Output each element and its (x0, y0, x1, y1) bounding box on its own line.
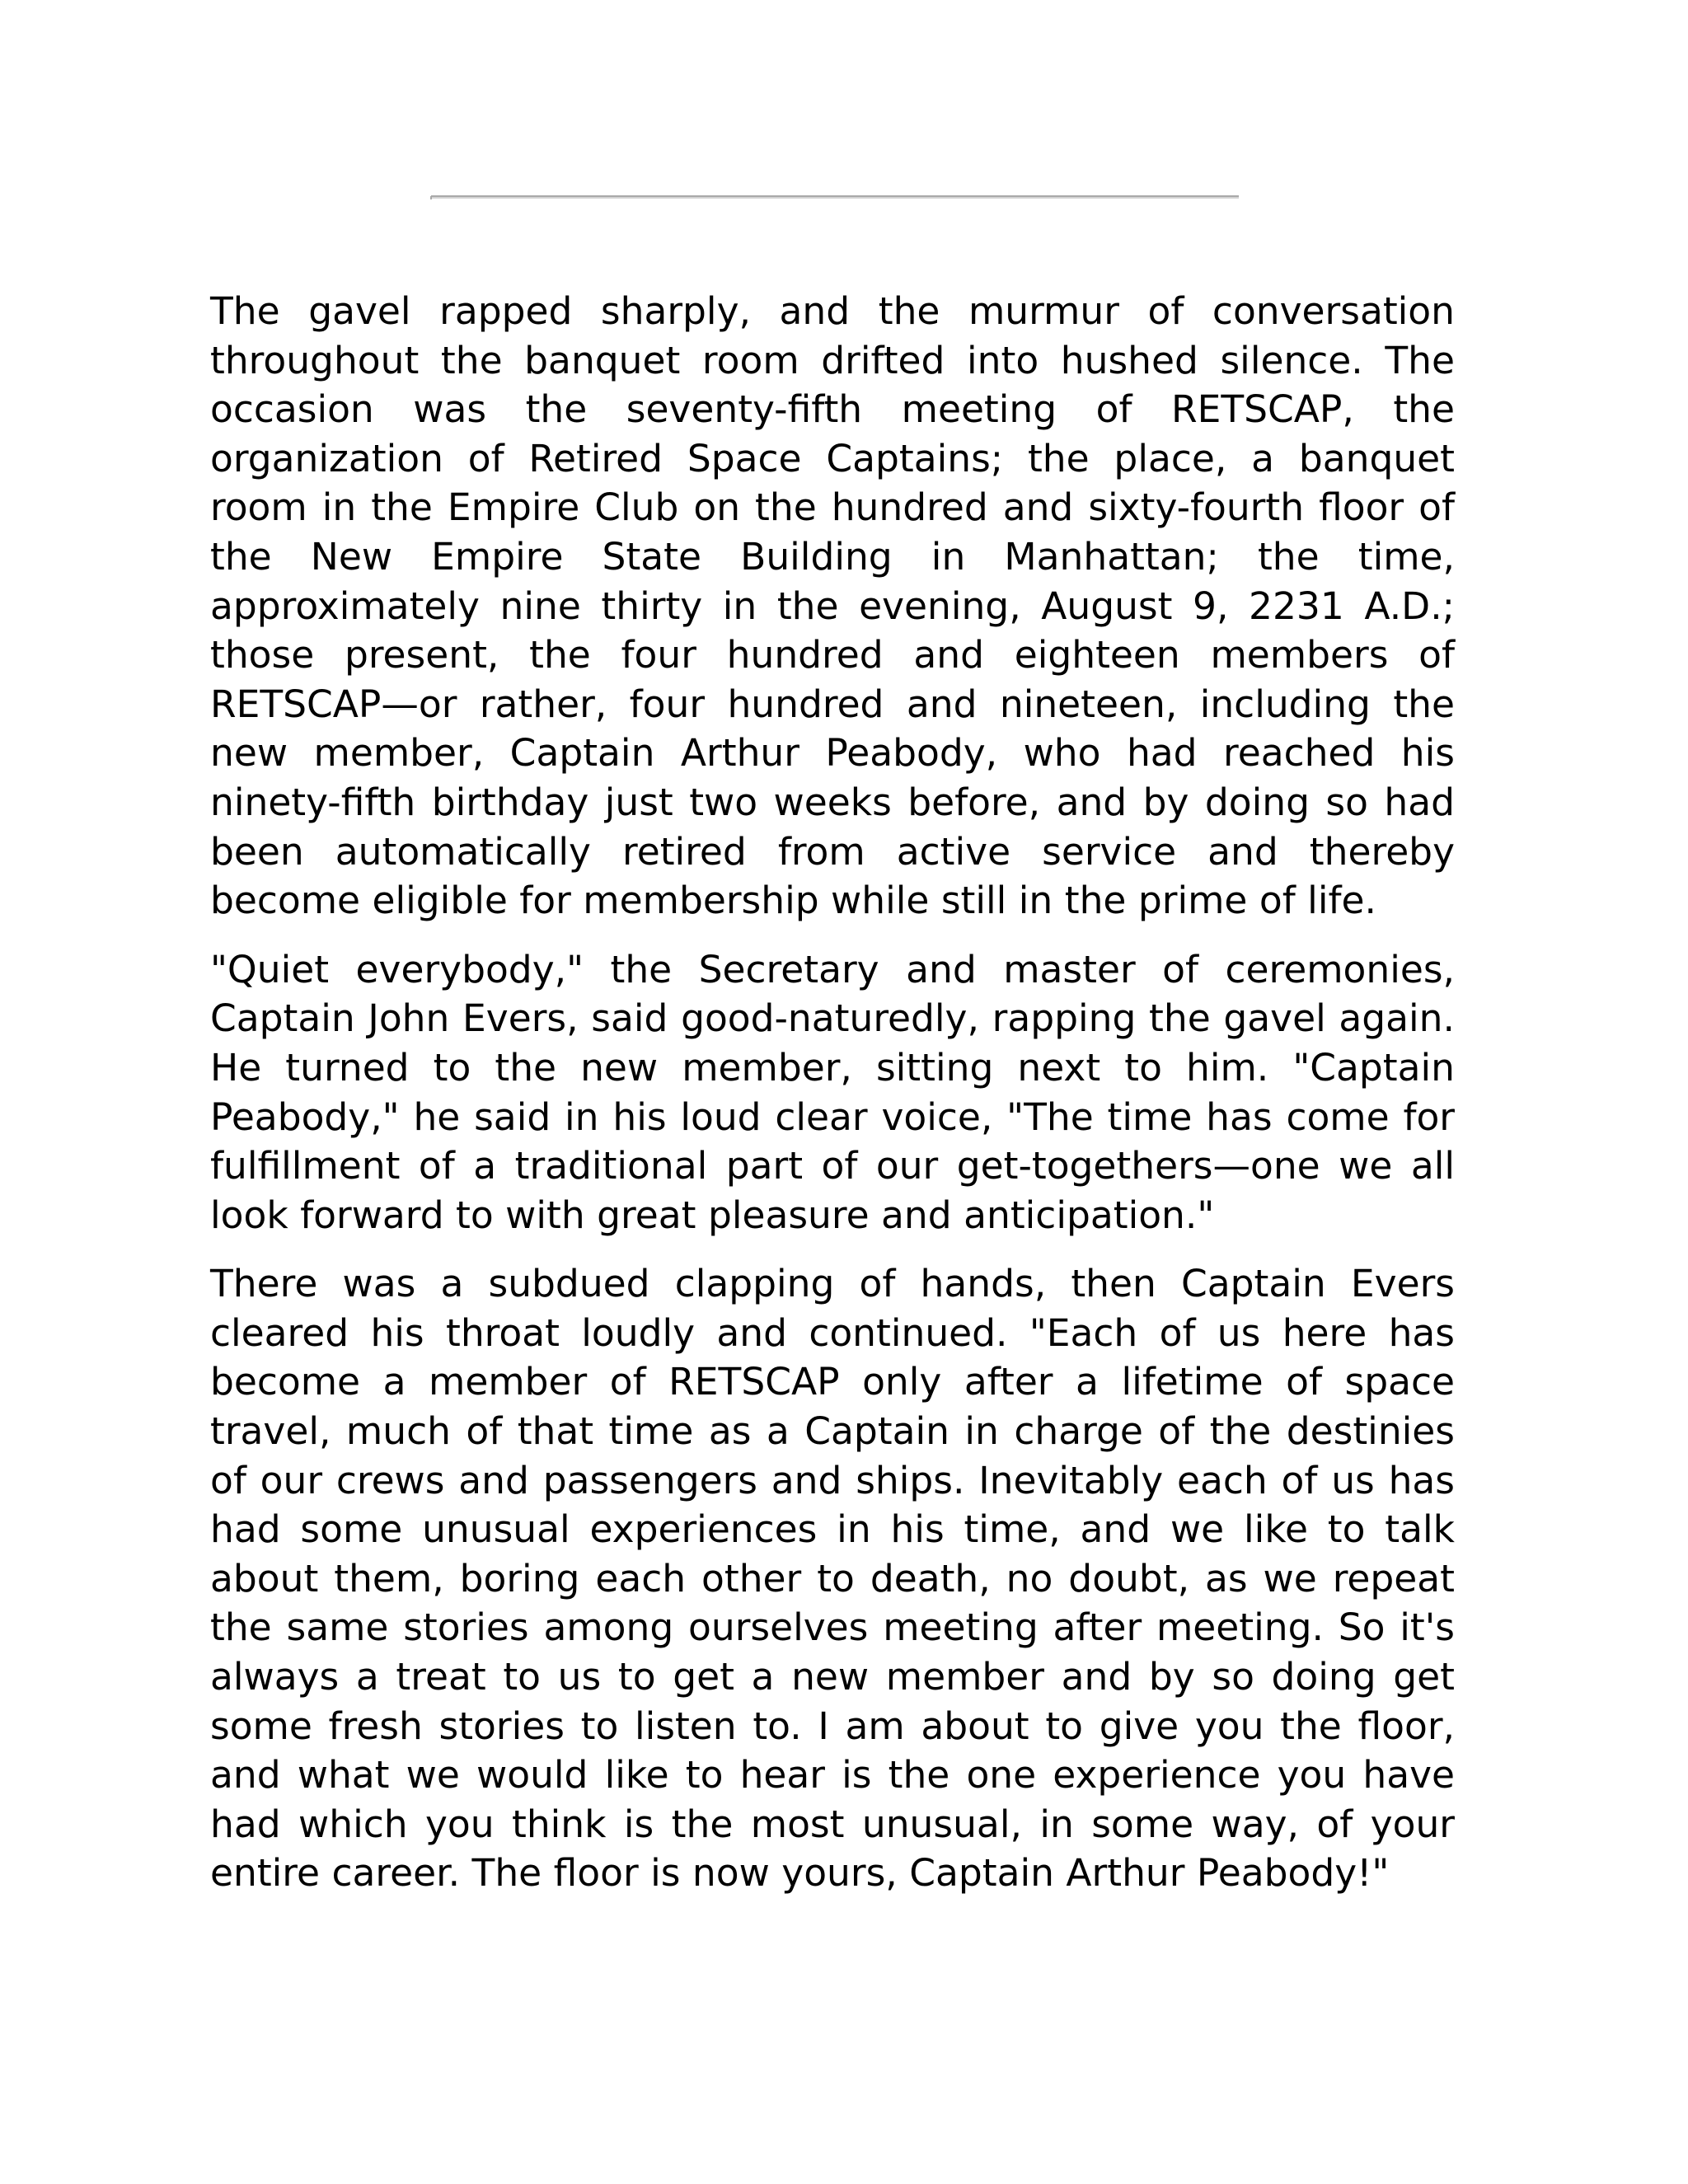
horizontal-rule (430, 194, 1240, 201)
horizontal-rule-graphic (430, 194, 1240, 201)
body-text (210, 287, 1455, 1918)
paragraph-2: "Quiet everybody," the Secretary and master of ceremonies, Captain John Evers, said good-naturedly, rapping the gavel again. He turned to the new member, sitting next to him. "Captain Peabody," he said in his loud clear voice, "The time has come for fulfillment of a traditional part of our get-togethers—one we all look forward to with great pleasure and anticipation." (210, 947, 1455, 1237)
paragraph-3: There was a subdued clapping of hands, then Captain Evers cleared his throat loudly and continued. "Each of us here has become a member of RETSCAP only after a lifetime of space travel, much of that time as a Captain in charge of the destinies of our crews and passengers and ships. Inevitably each of us has had some unusual experiences in his time, and we like to talk about them, boring each other to death, no doubt, as we repeat the same stories among ourselves meeting after meeting. So it's always a treat to us to get a new member and by so doing get some fresh stories to listen to. I am about to give you the floor, and what we would like to hear is the one experience you have had which you think is the most unusual, in some way, of your entire career. The floor is now yours, Captain Arthur Peabody!" (210, 1262, 1455, 1896)
paragraph-1: The gavel rapped sharply, and the murmur of conversation throughout the banquet room drifted into hushed silence. The occasion was the seventy-fifth meeting of RETSCAP, the organization of Retired Space Captains; the place, a banquet room in the Empire Club on the hundred and sixty-fourth floor of the New Empire State Building in Manhattan; the time, approximately nine thirty in the evening, August 9, 2231 A.D.; those present, the four hundred and eighteen members of RETSCAP—or rather, four hundred and nineteen, including the new member, Captain Arthur Peabody, who had reached his ninety-fifth birthday just two weeks before, and by doing so had been automatically retired from active service and thereby become eligible for membership while still in the prime of life. (210, 289, 1455, 923)
